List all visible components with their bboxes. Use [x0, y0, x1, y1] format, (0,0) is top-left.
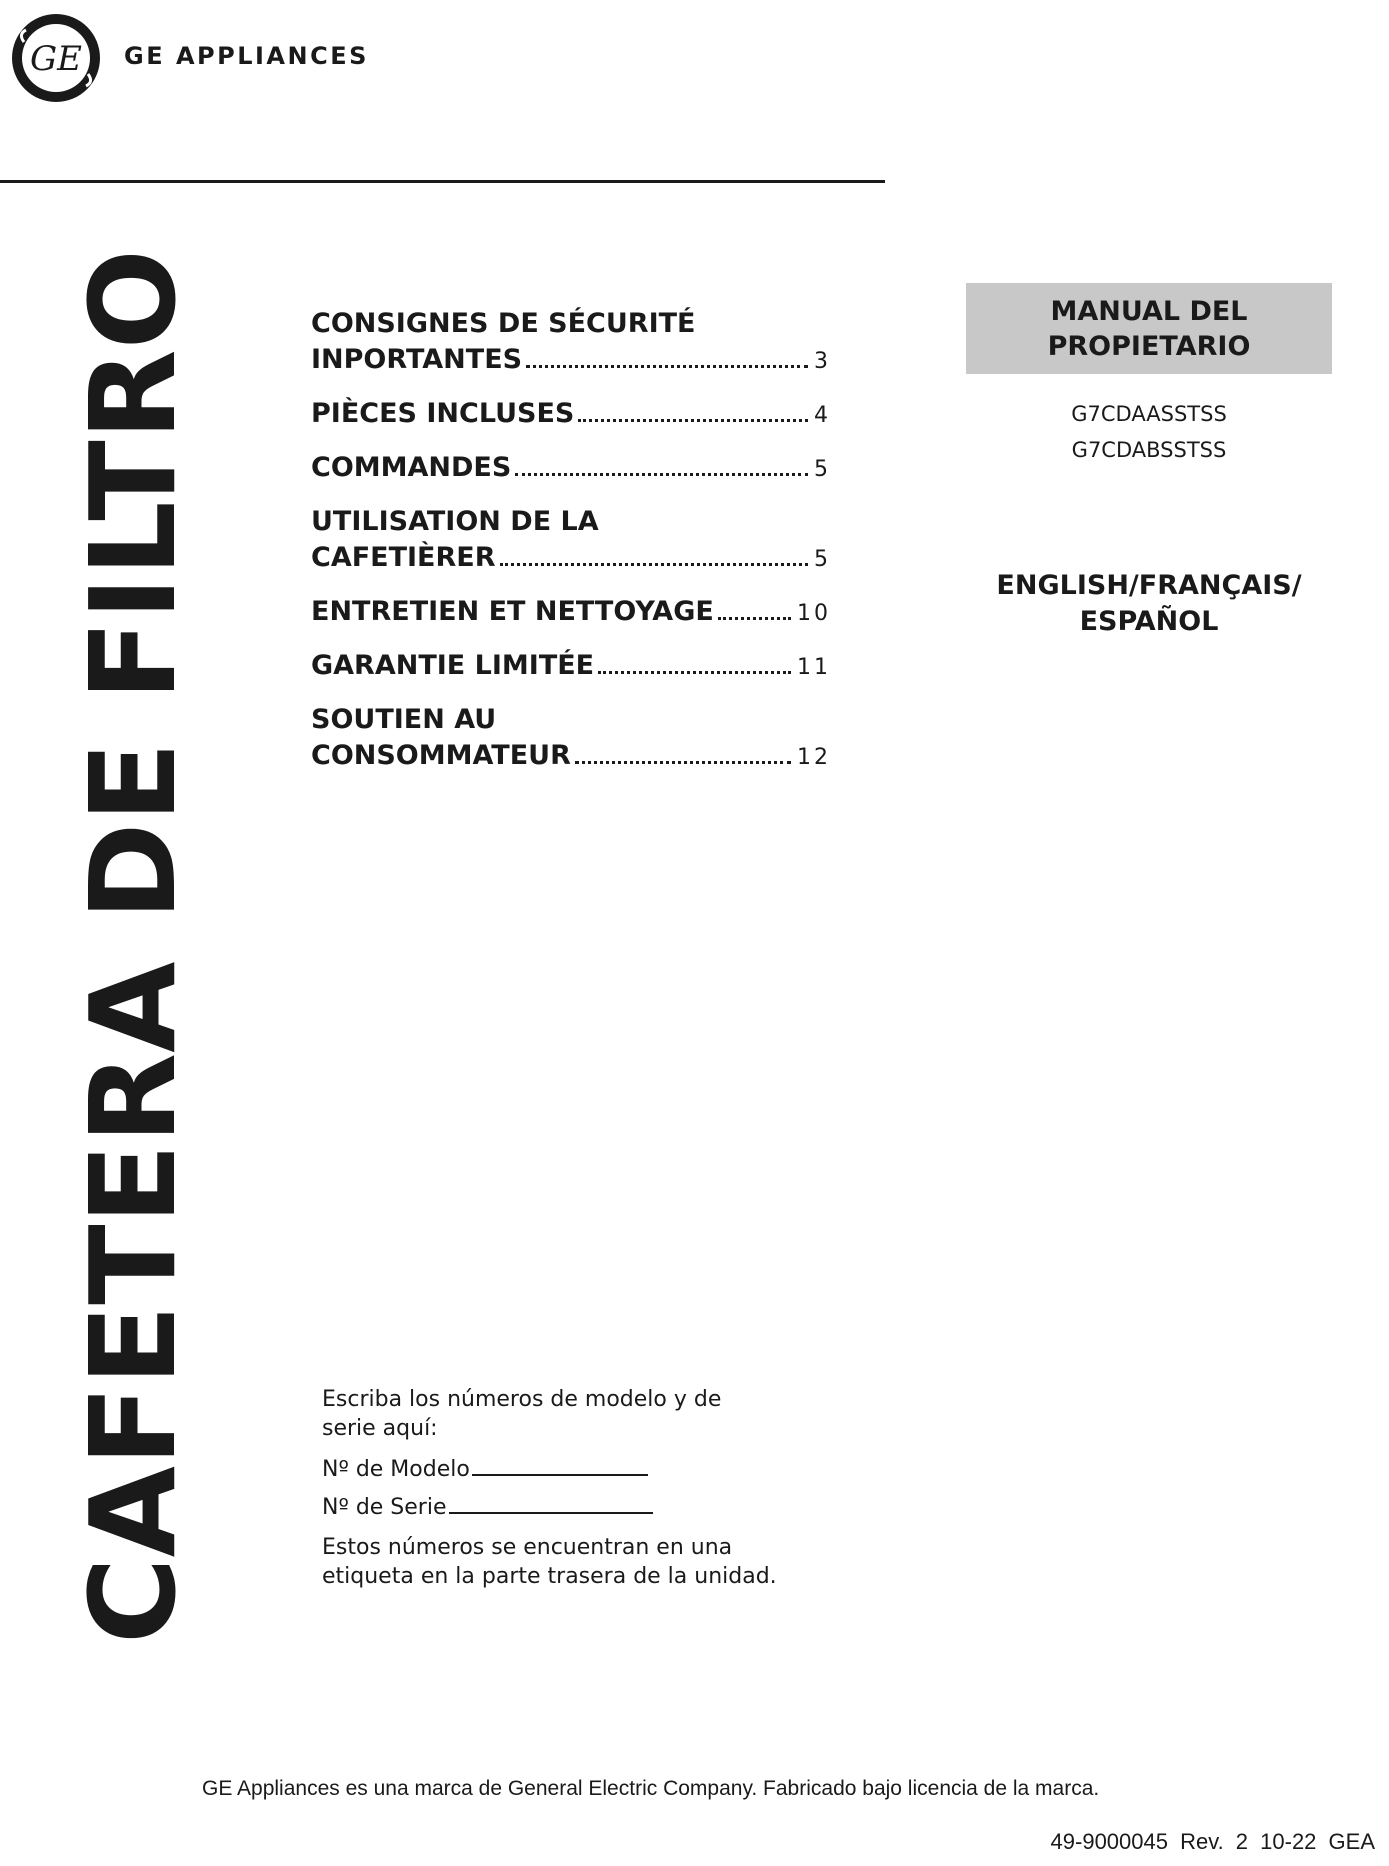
toc-item-label: CONSOMMATEUR [311, 740, 571, 771]
toc-item-label-line1: UTILISATION DE LA [311, 506, 599, 537]
product-title: CAFETERA DE FILTRO [64, 249, 202, 1644]
toc-page-number: 10 [797, 601, 831, 626]
toc-dot-leader [718, 617, 791, 620]
toc-item-consumer-support[interactable] [311, 702, 831, 774]
toc-page-number: 4 [814, 403, 831, 428]
serial-number-field[interactable] [322, 1489, 842, 1527]
record-intro-line1: Escriba los números de modelo y de [322, 1387, 722, 1412]
model-number: G7CDABSSTSS [1071, 438, 1227, 462]
record-numbers-block [322, 1385, 842, 1591]
toc-page-number: 5 [814, 457, 831, 482]
toc-item-label: INPORTANTES [311, 344, 523, 375]
toc-item-care-cleaning[interactable] [311, 594, 831, 630]
record-note-line1: Estos números se encuentran en una [322, 1535, 733, 1560]
model-number: G7CDAASSTSS [1071, 402, 1227, 426]
toc-item-safety[interactable] [311, 306, 831, 378]
toc-item-usage[interactable] [311, 504, 831, 576]
toc-item-parts[interactable] [311, 396, 831, 432]
serial-number-blank[interactable] [449, 1512, 653, 1514]
language-list [966, 568, 1332, 640]
toc-dot-leader [515, 473, 808, 476]
toc-dot-leader [578, 419, 808, 422]
toc-item-warranty[interactable] [311, 648, 831, 684]
toc-dot-leader [526, 365, 808, 368]
toc-page-number: 5 [814, 547, 831, 572]
toc-item-controls[interactable] [311, 450, 831, 486]
toc-dot-leader [500, 563, 808, 566]
languages-line2: ESPAÑOL [1079, 606, 1219, 637]
toc-page-number: 12 [797, 745, 831, 770]
trademark-notice: GE Appliances es una marca de General Electric Company. Fabricado bajo licencia de la marca. [202, 1777, 1100, 1800]
toc-item-label: ENTRETIEN ET NETTOYAGE [311, 596, 714, 627]
header-divider [0, 180, 885, 183]
record-intro [322, 1385, 842, 1443]
toc-item-label: GARANTIE LIMITÉE [311, 650, 595, 681]
serial-number-label: Nº de Serie [322, 1495, 447, 1520]
toc-page-number: 11 [797, 655, 831, 680]
languages-line1: ENGLISH/FRANÇAIS/ [996, 570, 1302, 601]
model-number-blank[interactable] [472, 1474, 648, 1476]
record-intro-line2: serie aquí: [322, 1416, 438, 1441]
toc-item-label: COMMANDES [311, 452, 512, 483]
manual-type-line2: PROPIETARIO [1047, 330, 1251, 362]
toc-page-number: 3 [814, 349, 831, 374]
toc-dot-leader [598, 671, 791, 674]
manual-type-banner [966, 283, 1332, 374]
toc-item-label-line1: CONSIGNES DE SÉCURITÉ [311, 308, 696, 339]
model-number-label: Nº de Modelo [322, 1457, 470, 1482]
model-list [966, 396, 1332, 468]
toc-item-label: PIÈCES INCLUSES [311, 398, 575, 429]
ge-logo-icon [10, 12, 102, 104]
manual-type-line1: MANUAL DEL [1050, 295, 1248, 327]
toc-item-label-line1: SOUTIEN AU [311, 704, 497, 735]
toc-dot-leader [575, 761, 791, 764]
model-number-field[interactable] [322, 1451, 842, 1489]
record-note [322, 1533, 842, 1591]
table-of-contents [311, 306, 831, 792]
document-number: 49-9000045 Rev. 2 10-22 GEA [1050, 1829, 1375, 1854]
svg-text:GE: GE [30, 39, 82, 79]
brand-name: GE APPLIANCES [124, 42, 369, 70]
record-note-line2: etiqueta en la parte trasera de la unidad. [322, 1564, 777, 1589]
toc-item-label: CAFETIÈRER [311, 542, 496, 573]
